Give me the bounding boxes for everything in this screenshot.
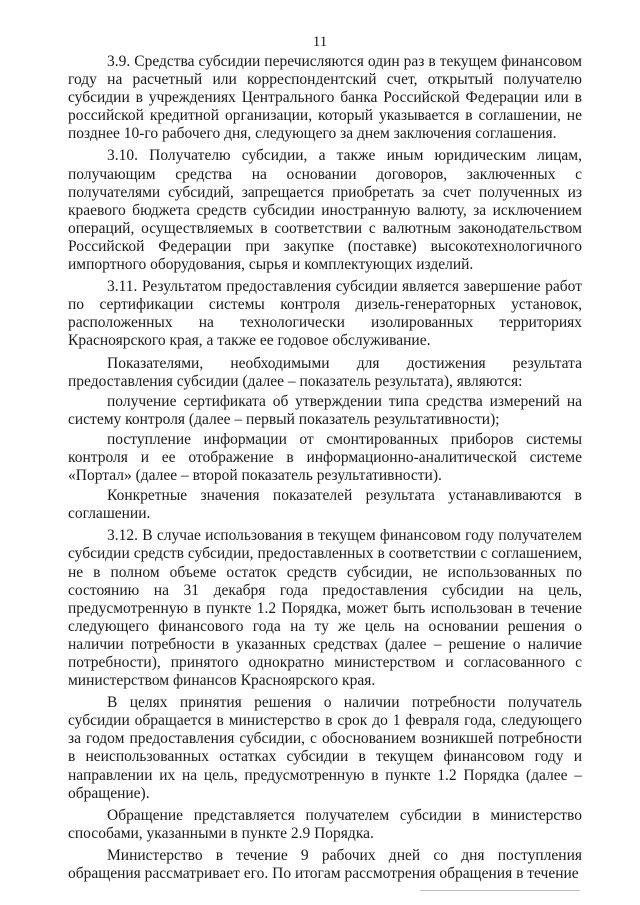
paragraph-need-decision: В целях принятия решения о наличии потребности получатель субсидии обращается в министерство в срок до 1 февраля года, следующего за годом предоставления субсидии, с обоснованием возникшей потребности в неиспользованных остатках субсидии в текущем финансовом году и направлении их на цель, предусмотренную в пункте 1.2 Порядка (далее – обращение).	[68, 694, 582, 802]
document-body	[68, 53, 582, 885]
paragraph-3-11: 3.11. Результатом предоставления субсидии является завершение работ по сертификации системы контроля дизель-генераторных установок, расположенных на технологически изолированных территориях Красноярского края, а также ее годовое обслуживание.	[68, 278, 582, 350]
footer-rule	[420, 890, 580, 891]
paragraph-3-9: 3.9. Средства субсидии перечисляются один раз в текущем финансовом году на расчетный или корреспондентский счет, открытый получателю субсидии в учреждениях Центрального банка Российской Федерации или в российской кредитной организации, который указывается в соглашении, не позднее 10-го рабочего дня, следующего за днем заключения соглашения.	[68, 53, 582, 143]
paragraph-indicators-intro: Показателями, необходимыми для достижения результата предоставления субсидии (далее – показатель результата), являются:	[68, 354, 582, 390]
paragraph-3-12: 3.12. В случае использования в текущем финансовом году получателем субсидии средств субсидии, предоставленных в соответствии с соглашением, не в полном объеме остаток средств субсидии, не использованных по состоянию на 31 декабря года предоставления субсидии на цель, предусмотренную в пункте 1.2 Порядка, может быть использован в течение следующего финансового года на ту же цель на основании решения о наличии потребности в указанных средствах (далее – решение о наличие потребности), принятого однократно министерством и согласованного с министерством финансов Красноярского края.	[68, 527, 582, 690]
paragraph-indicator-values: Конкретные значения показателей результата устанавливаются в соглашении.	[68, 487, 582, 523]
paragraph-second-indicator: поступление информации от смонтированных приборов системы контроля и ее отображение в информационно-аналитической системе «Портал» (далее – второй показатель результативности).	[68, 430, 582, 485]
paragraph-ministry-review: Министерство в течение 9 рабочих дней со дня поступления обращения рассматривает его. По итогам рассмотрения обращения в течение	[68, 846, 582, 883]
paragraph-3-10: 3.10. Получателю субсидии, а также иным юридическим лицам, получающим средства на основании договоров, заключенных с получателями субсидий, запрещается приобретать за счет полученных из краевого бюджета средств субсидии иностранную валюту, за исключением операций, осуществляемых в соответствии с валютным законодательством Российской Федерации при закупке (поставке) высокотехнологичного импортного оборудования, сырья и комплектующих изделий.	[68, 147, 582, 274]
paragraph-first-indicator: получение сертификата об утверждении типа средства измерений на систему контроля (далее – первый показатель результативности);	[68, 392, 582, 428]
paragraph-appeal-submission: Обращение представляется получателем субсидии в министерство способами, указанными в пункте 2.9 Порядка.	[68, 806, 582, 842]
page-number: 11	[312, 34, 328, 50]
